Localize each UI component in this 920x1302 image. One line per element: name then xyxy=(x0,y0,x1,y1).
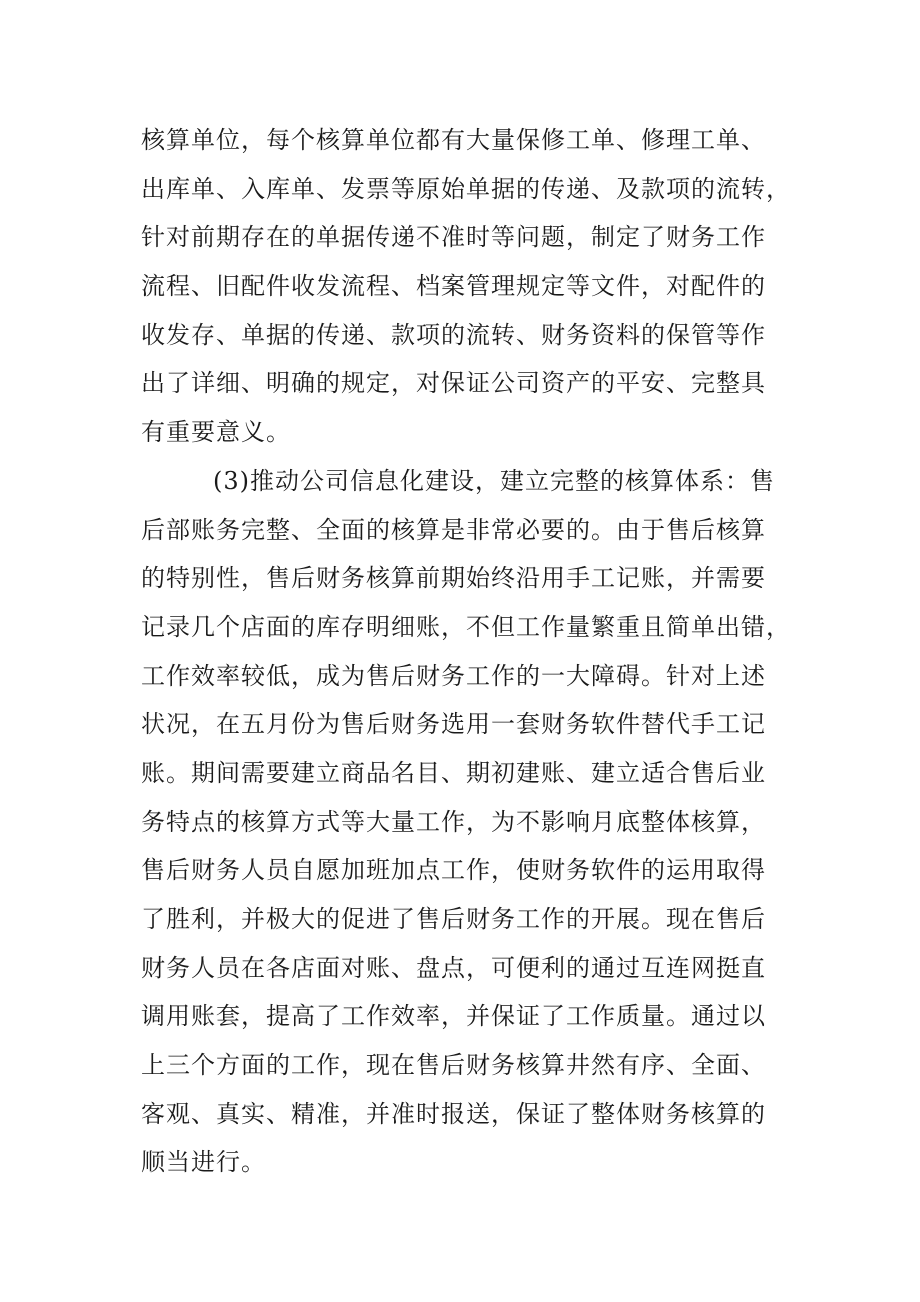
text-line: 了胜利，并极大的促进了售后财务工作的开展。现在售后 xyxy=(141,905,766,933)
text-line: 有重要意义。 xyxy=(141,418,291,447)
text-line: 务特点的核算方式等大量工作，为不影响月底整体核算， xyxy=(141,807,766,836)
text-line: 核算单位，每个核算单位都有大量保修工单、修理工单、 xyxy=(141,126,766,154)
text-line: 售后财务人员自愿加班加点工作，使财务软件的运用取得 xyxy=(141,856,766,885)
text-line: 状况，在五月份为售后财务选用一套财务软件替代手工记 xyxy=(141,710,766,739)
text-line: 流程、旧配件收发流程、档案管理规定等文件，对配件的 xyxy=(141,272,766,301)
text-line: 针对前期存在的单据传递不准时等问题，制定了财务工作 xyxy=(141,223,766,252)
text-line: 客观、真实、精准，并准时报送，保证了整体财务核算的 xyxy=(141,1099,766,1128)
text-line-indented: (3)推动公司信息化建设，建立完整的核算体系：售 xyxy=(213,466,775,495)
paragraph-1 xyxy=(141,116,791,457)
text-line: 出库单、入库单、发票等原始单据的传递、及款项的流转， xyxy=(141,174,791,203)
text-line: 出了详细、明确的规定，对保证公司资产的平安、完整具 xyxy=(141,369,766,398)
text-line: 财务人员在各店面对账、盘点，可便利的通过互连网挺直 xyxy=(141,953,766,982)
text-line: 上三个方面的工作，现在售后财务核算井然有序、全面、 xyxy=(141,1051,766,1080)
text-line: 收发存、单据的传递、款项的流转、财务资料的保管等作 xyxy=(141,320,766,349)
text-line: 记录几个店面的库存明细账，不但工作量繁重且简单出错， xyxy=(141,612,791,641)
text-line: 顺当进行。 xyxy=(141,1148,266,1177)
text-line: 账。期间需要建立商品名目、期初建账、建立适合售后业 xyxy=(141,758,766,787)
text-line: 调用账套，提高了工作效率，并保证了工作质量。通过以 xyxy=(141,1002,766,1031)
text-line: 后部账务完整、全面的核算是非常必要的。由于售后核算 xyxy=(141,515,766,544)
paragraph-2 xyxy=(141,457,791,1187)
text-line: 工作效率较低，成为售后财务工作的一大障碍。针对上述 xyxy=(141,661,766,690)
document-body xyxy=(141,116,791,1187)
text-line: 的特别性，售后财务核算前期始终沿用手工记账，并需要 xyxy=(141,564,766,593)
